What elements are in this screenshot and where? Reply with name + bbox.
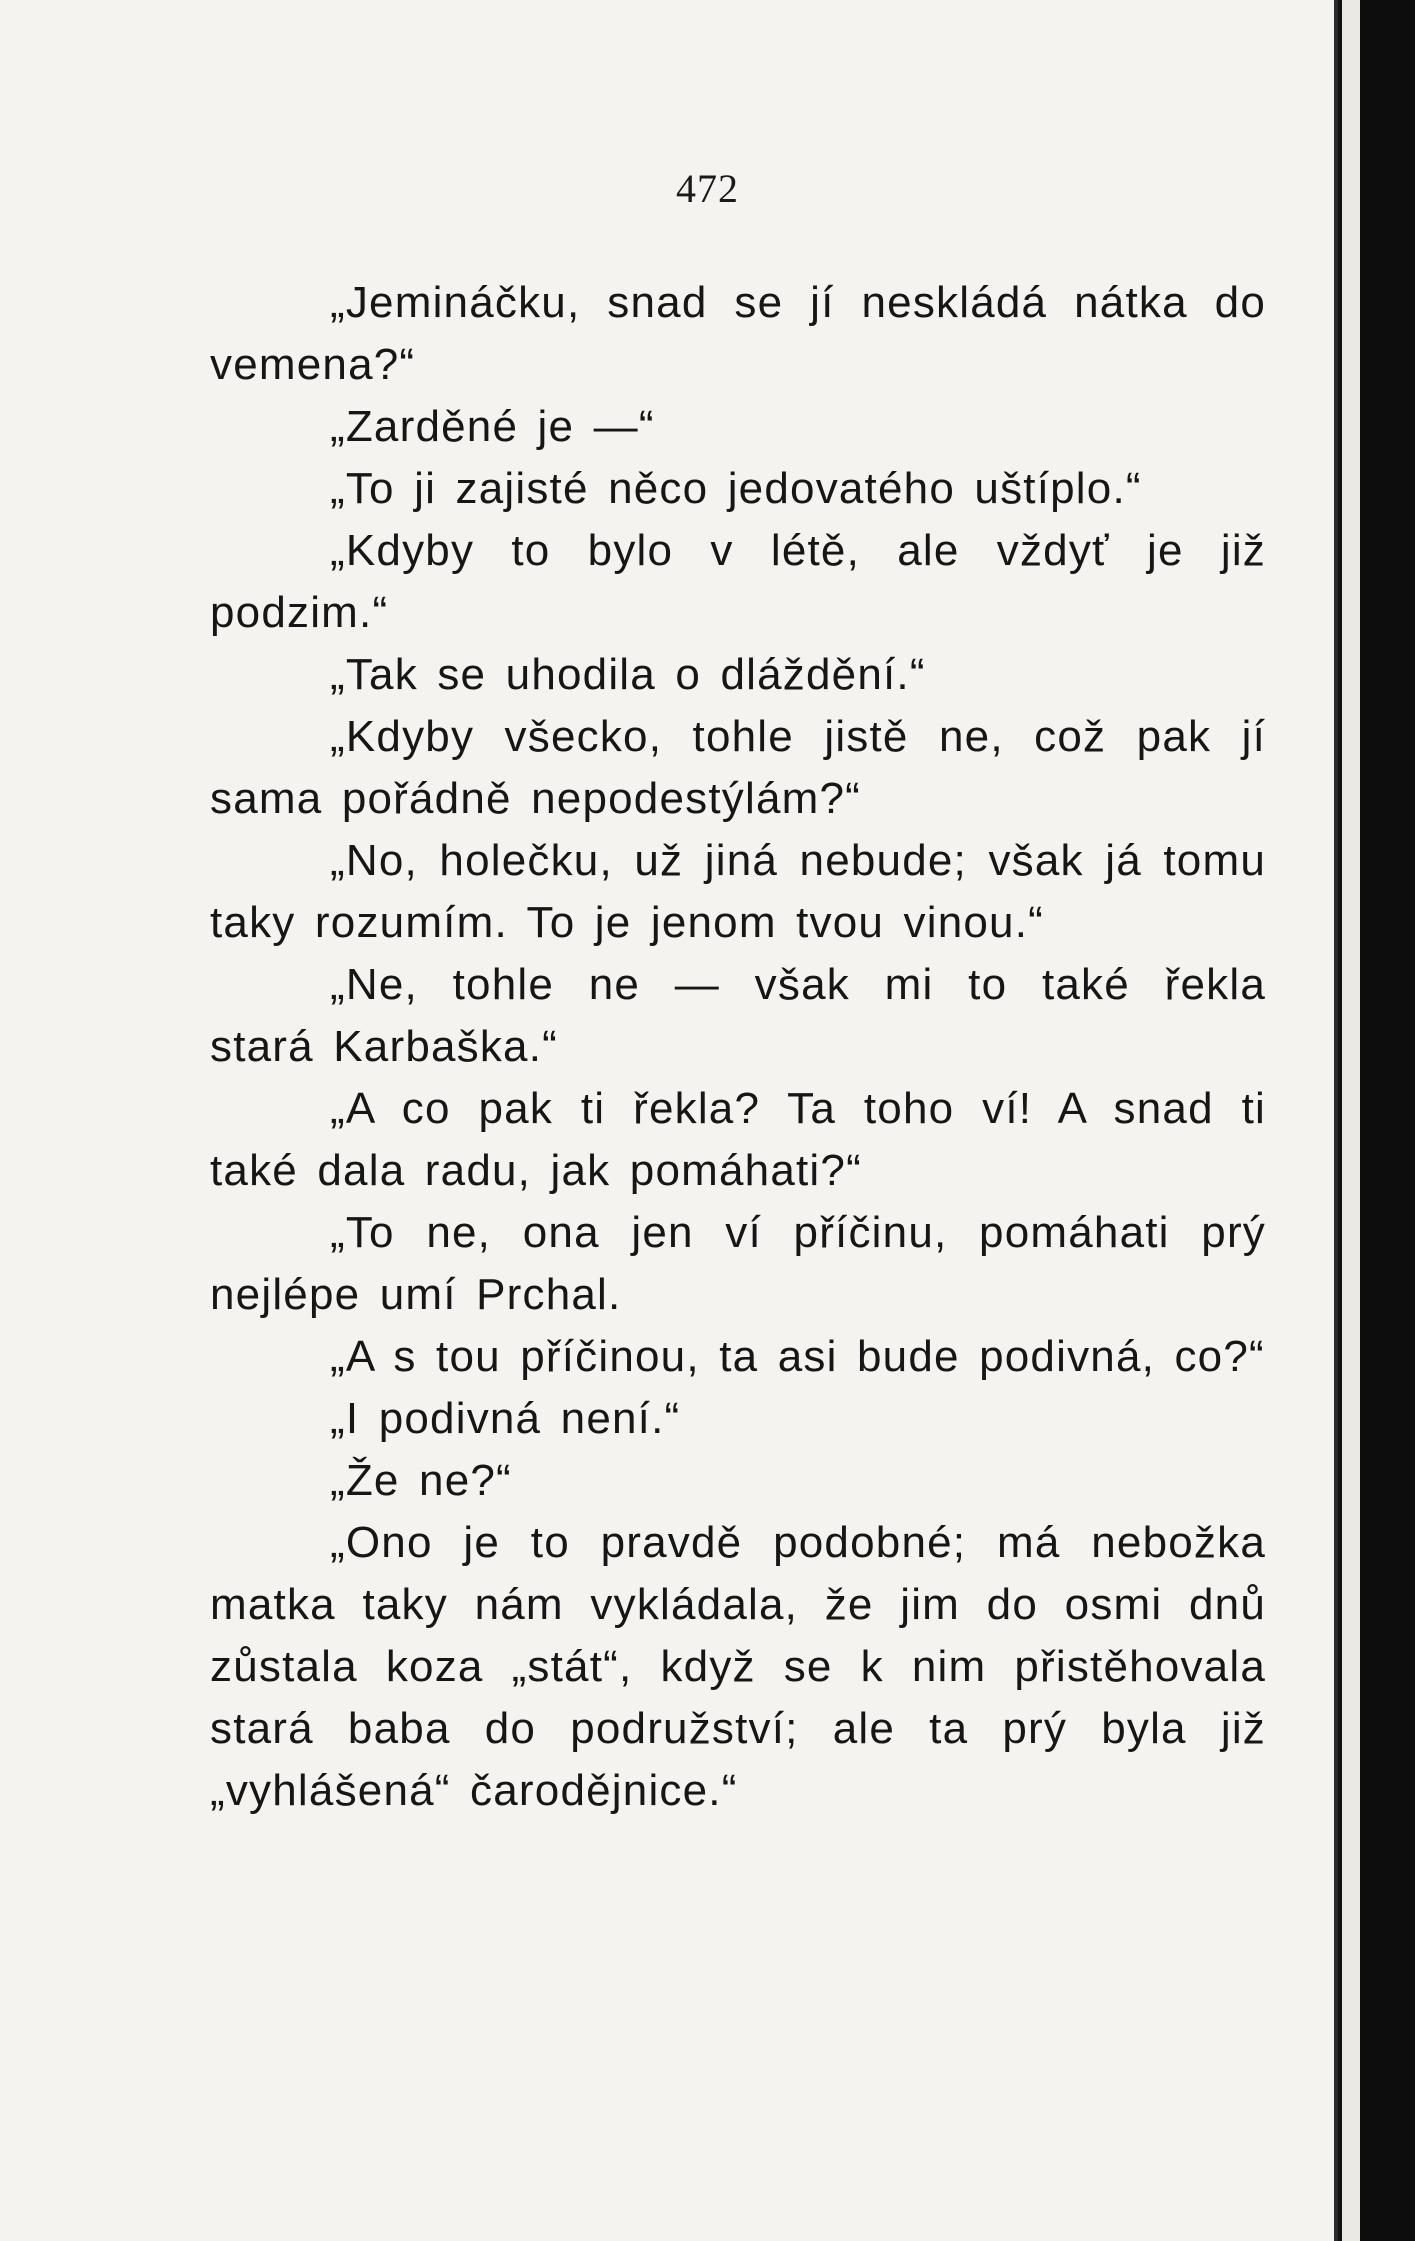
page-edge: [1342, 0, 1360, 2241]
paragraph: „Kdyby to bylo v létě, ale vždyť je již podzim.“: [210, 526, 1266, 637]
book-spine: [1360, 0, 1415, 2241]
page-number: 472: [676, 166, 739, 211]
paragraph: „Ono je to pravdě podobné; má nebožka matka taky nám vykládala, že jim do osmi dnů zůstala koza „stát“, když se k nim přistěhovala stará baba do podružství; ale ta prý byla již „vyhlášená“ čarodějnice.“: [210, 1518, 1266, 1815]
paragraph: „To ne, ona jen ví příčinu, pomáhati prý nejlépe umí Prchal.: [210, 1208, 1266, 1319]
paragraph: „Kdyby všecko, tohle jistě ne, což pak jí sama pořádně nepodestýlám?“: [210, 712, 1266, 823]
paragraph: „Ne, tohle ne — však mi to také řekla stará Karbaška.“: [210, 960, 1266, 1071]
paragraph: „I podivná není.“: [330, 1394, 681, 1443]
paragraph: „Že ne?“: [330, 1456, 512, 1505]
paragraph: „Zarděné je —“: [330, 402, 655, 451]
paragraph: „Jemináčku, snad se jí neskládá nátka do vemena?“: [210, 278, 1266, 389]
paragraph: „Tak se uhodila o dláždění.“: [330, 650, 926, 699]
paragraph: „No, holečku, už jiná nebude; však já tomu taky rozumím. To je jenom tvou vinou.“: [210, 836, 1266, 947]
body-text: [210, 272, 1266, 1822]
paragraph: „A s tou příčinou, ta asi bude podivná, co?“: [330, 1332, 1265, 1381]
paragraph: „A co pak ti řekla? Ta toho ví! A snad ti také dala radu, jak pomáhati?“: [210, 1084, 1266, 1195]
paragraph: „To ji zajisté něco jedovatého uštíplo.“: [330, 464, 1142, 513]
